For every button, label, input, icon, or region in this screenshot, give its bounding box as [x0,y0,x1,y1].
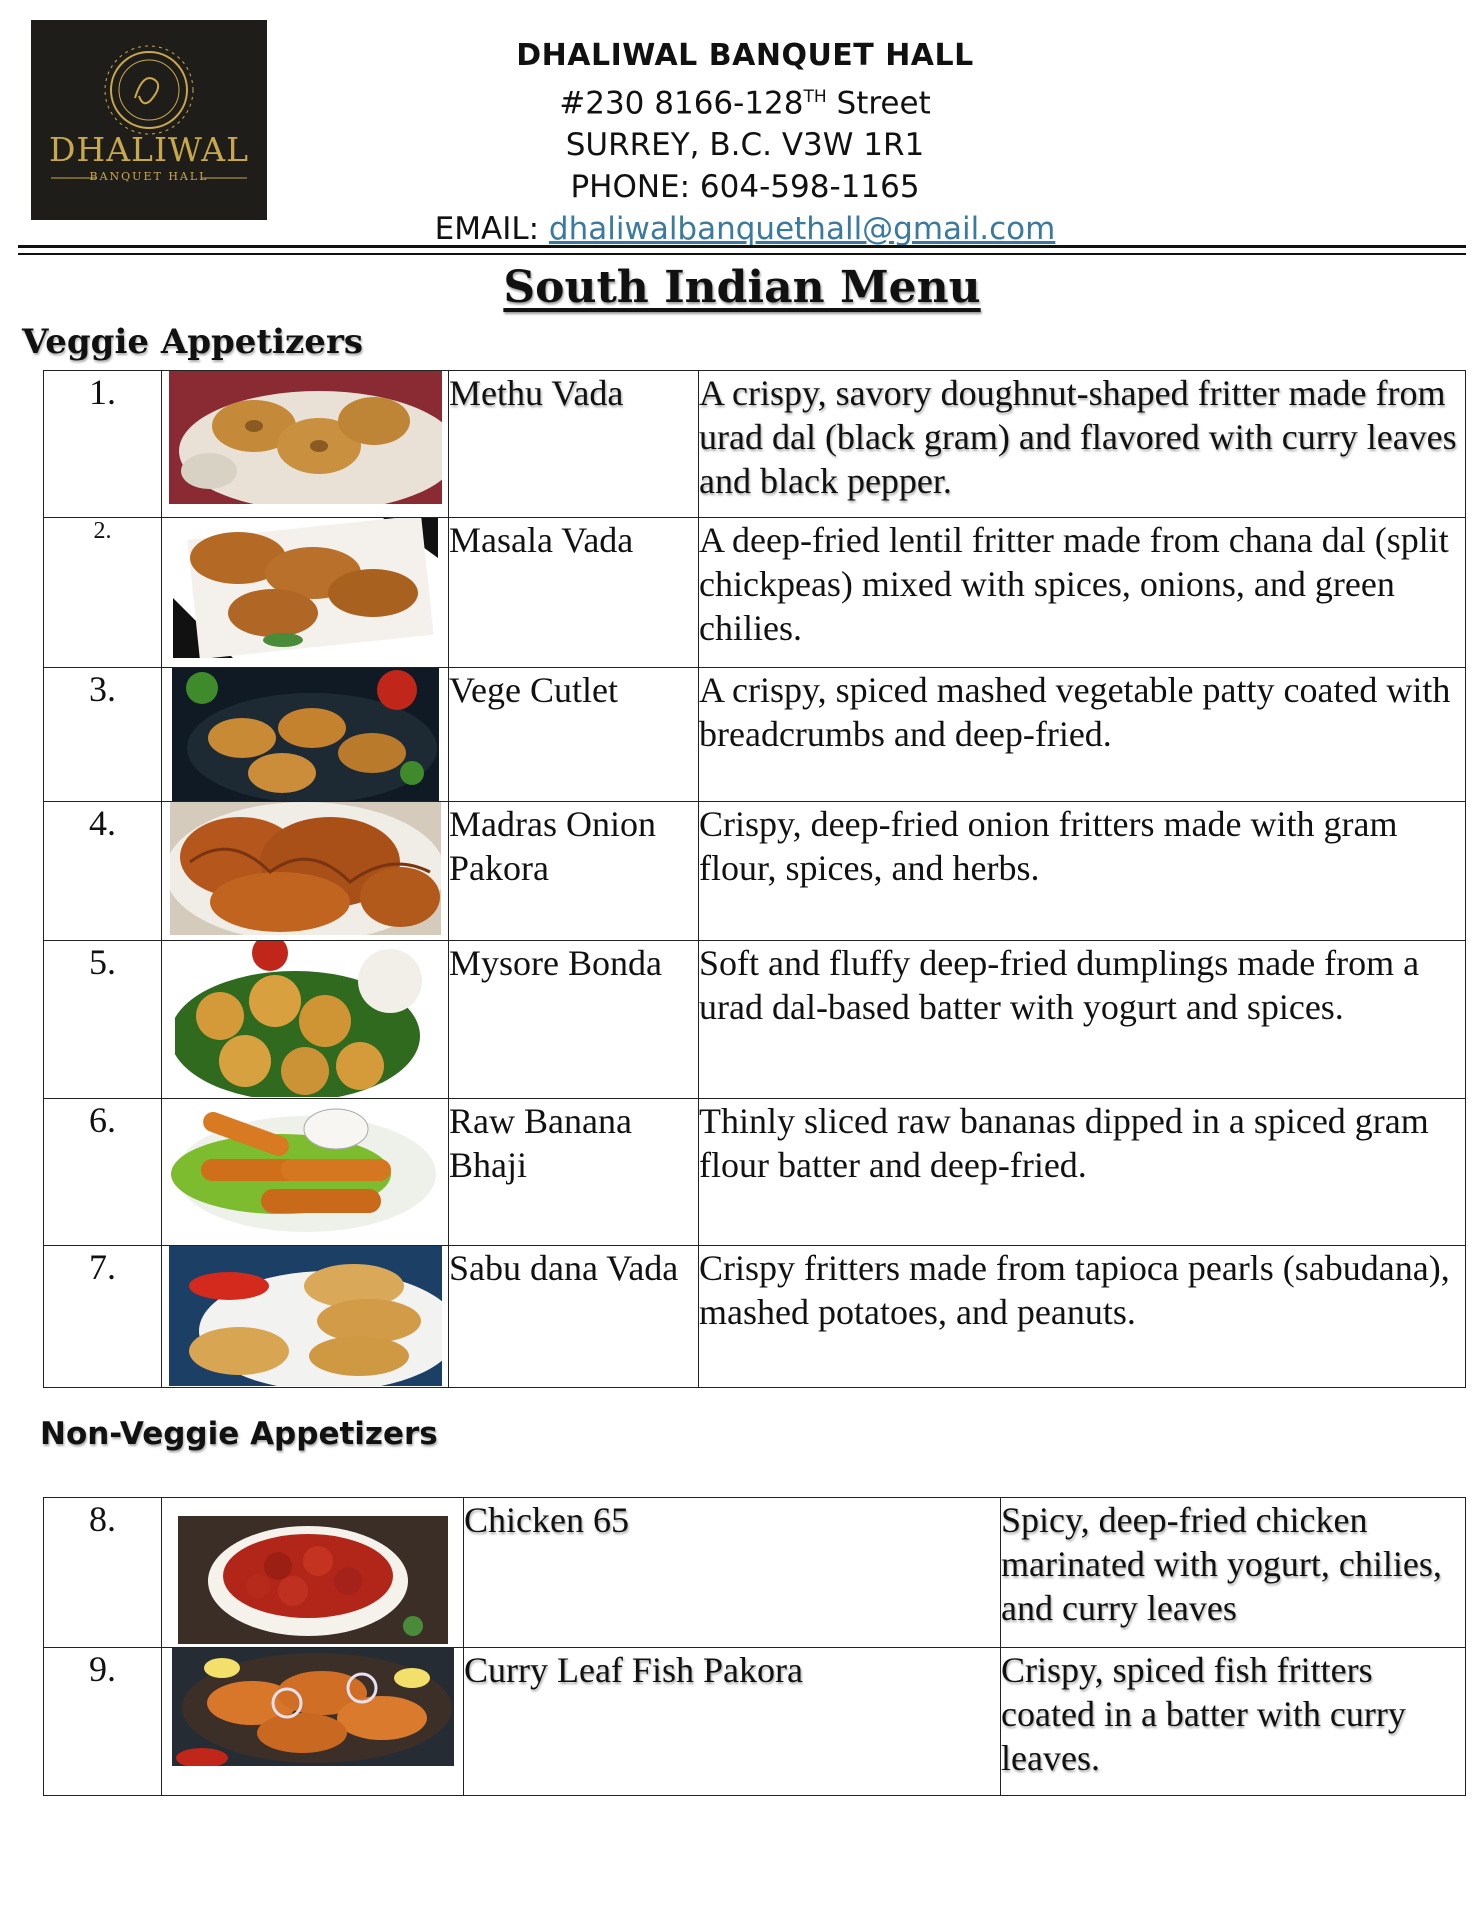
address-number: #230 8166-128 [559,85,804,122]
table-row [44,1648,1466,1796]
table-row [44,1498,1466,1648]
fish-pakora-photo-icon [172,1648,454,1766]
item-number: 5. [44,941,162,1099]
dish-description: A crispy, spiced mashed vegetable patty coated with breadcrumbs and deep-fried. [699,668,1466,802]
dish-name: Raw Banana Bhaji [449,1099,699,1246]
dish-name: Masala Vada [449,518,699,668]
dish-name: Sabu dana Vada [449,1246,699,1388]
item-number: 7. [44,1246,162,1388]
banana-bhaji-photo-icon [171,1099,440,1234]
dish-name: Curry Leaf Fish Pakora [464,1648,1001,1796]
nonveggie-table [43,1497,1466,1796]
veggie-table [43,370,1466,1388]
dish-description: Spicy, deep-fried chicken marinated with yogurt, chilies, and curry leaves [1001,1498,1466,1648]
food-photo [162,371,449,518]
venue-city: SURREY, B.C. V3W 1R1 [565,127,925,164]
header-divider-bottom [18,253,1466,255]
nonveggie-heading: Non-Veggie Appetizers [40,1416,438,1452]
dish-description: Crispy, spiced fish fritters coated in a batter with curry leaves. [1001,1648,1466,1796]
email-link[interactable]: dhaliwalbanquethall@gmail.com [548,211,1056,248]
item-number: 2. [44,518,162,668]
logo-subtitle: BANQUET HALL [89,170,209,183]
onion-pakora-photo-icon [170,802,441,935]
item-number: 4. [44,802,162,941]
dish-name: Methu Vada [449,371,699,518]
item-number: 9. [44,1648,162,1796]
food-photo [162,1498,464,1648]
venue-address [330,76,1160,124]
table-row [44,668,1466,802]
dish-description: Crispy fritters made from tapioca pearls (sabudana), mashed potatoes, and peanuts. [699,1246,1466,1388]
methu-vada-photo-icon [169,371,442,504]
mysore-bonda-photo-icon [175,941,435,1097]
dish-name: Madras Onion Pakora [449,802,699,941]
dish-name: Mysore Bonda [449,941,699,1099]
food-photo [162,668,449,802]
logo-wordmark: DHALIWAL [48,130,250,169]
logo [31,20,267,220]
food-photo [162,1099,449,1246]
item-number: 8. [44,1498,162,1648]
chicken-65-photo-icon [178,1516,448,1644]
sabudana-vada-photo-icon [169,1246,442,1386]
table-row [44,518,1466,668]
food-photo [162,1246,449,1388]
table-row [44,1246,1466,1388]
dish-description: Thinly sliced raw bananas dipped in a spiced gram flour batter and deep-fried. [699,1099,1466,1246]
food-photo [162,941,449,1099]
dish-description: Crispy, deep-fried onion fritters made with gram flour, spices, and herbs. [699,802,1466,941]
logo-emblem-icon [31,20,267,220]
item-number: 6. [44,1099,162,1246]
table-row [44,941,1466,1099]
dish-description: A crispy, savory doughnut-shaped fritter made from urad dal (black gram) and flavored with curry leaves and black pepper. [699,371,1466,518]
venue-phone: PHONE: 604-598-1165 [570,169,920,206]
address-suffix: TH [803,87,827,107]
masala-vada-photo-icon [173,518,438,658]
dish-name: Vege Cutlet [449,668,699,802]
table-row [44,371,1466,518]
table-row [44,802,1466,941]
food-photo [162,518,449,668]
veggie-heading: Veggie Appetizers [22,322,363,362]
food-photo [162,802,449,941]
item-number: 1. [44,371,162,518]
food-photo [162,1648,464,1796]
venue-header [330,36,1160,250]
venue-name: DHALIWAL BANQUET HALL [516,38,974,73]
item-number: 3. [44,668,162,802]
dish-description: Soft and fluffy deep-fried dumplings made from a urad dal-based batter with yogurt and spices. [699,941,1466,1099]
dish-description: A deep-fried lentil fritter made from chana dal (split chickpeas) mixed with spices, onions, and green chilies. [699,518,1466,668]
header-divider-top [18,245,1466,248]
address-street: Street [826,85,931,122]
menu-title: South Indian Menu [503,262,981,313]
vege-cutlet-photo-icon [172,668,439,801]
table-row [44,1099,1466,1246]
email-label: EMAIL: [434,211,549,248]
dish-name: Chicken 65 [464,1498,1001,1648]
